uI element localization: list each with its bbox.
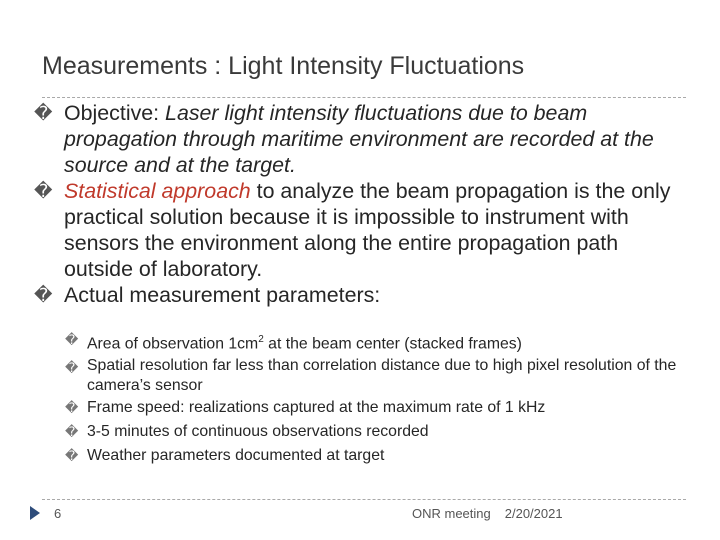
sub-bullet-text: Frame speed: realizations captured at the maximum rate of 1 kHz <box>87 399 546 417</box>
bullet-measurement-parameters <box>34 282 684 308</box>
superscript: 2 <box>258 334 264 345</box>
bullet-box-icon: � <box>34 181 53 201</box>
bullet-lead: Objective: <box>64 101 160 125</box>
sub-bullet-text-after: at the beam center (stacked frames) <box>263 335 522 353</box>
sub-bullet-frame-speed <box>34 396 684 420</box>
footer-date: 2/20/2021 <box>504 506 563 521</box>
slide-body <box>34 100 684 468</box>
sub-bullet-text: 3-5 minutes of continuous observations recorded <box>87 423 429 441</box>
bullet-lead: Actual measurement parameters: <box>64 283 381 307</box>
footer-event: ONR meeting <box>412 506 491 521</box>
sub-bullet-box-icon: � <box>65 448 79 464</box>
sub-bullet-box-icon: � <box>65 400 79 416</box>
sub-bullet-duration <box>34 420 684 444</box>
sub-bullet-box-icon: � <box>65 424 79 440</box>
footer-divider <box>42 499 686 500</box>
slide-title: Measurements : Light Intensity Fluctuations <box>42 52 525 80</box>
bullet-box-icon: � <box>34 103 53 123</box>
bullet-text: Laser light intensity fluctuations due to beam propagation through maritime environment are recorded at the source and at the target. <box>64 101 654 177</box>
sub-bullet-area <box>34 328 684 356</box>
sub-bullet-box-icon: � <box>65 360 79 376</box>
sub-bullet-box-icon: � <box>65 332 79 347</box>
bullet-statistical-approach <box>34 178 684 282</box>
sub-bullet-list <box>34 328 684 468</box>
bullet-text: to analyze the beam propagation is the only practical solution because it is impossible to instrument with sensors the environment along the entire propagation path outside of laboratory. <box>64 179 671 281</box>
bullet-box-icon: � <box>34 285 53 305</box>
sub-bullet-weather <box>34 444 684 468</box>
sub-bullet-text: Weather parameters documented at target <box>87 447 385 465</box>
sub-bullet-text: Area of observation 1cm <box>87 335 259 353</box>
footer-info <box>412 506 563 521</box>
title-divider <box>42 97 686 98</box>
bullet-objective <box>34 100 684 178</box>
bullet-lead: Statistical approach <box>64 179 251 203</box>
page-number: 6 <box>54 506 62 521</box>
sub-bullet-resolution <box>34 356 684 396</box>
sub-bullet-text: Spatial resolution far less than correlation distance due to high pixel resolution of the camera’s sensor <box>87 357 677 395</box>
footer-arrow-icon <box>30 506 40 520</box>
